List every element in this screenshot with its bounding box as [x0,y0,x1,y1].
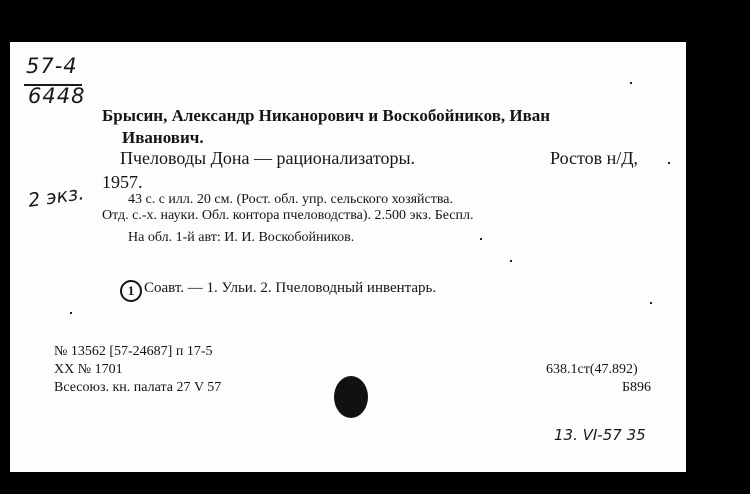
speck [668,162,670,164]
speck [510,260,512,262]
speck [650,302,652,304]
catalog-card [10,42,686,472]
author-heading: Брысин, Александр Никанорович и Воскобойников, Иван [102,106,551,125]
cover-note: На обл. 1-й авт: И. И. Воскобойников. [128,230,355,245]
book-title: Пчеловоды Дона — рационализаторы. [120,148,416,168]
handwritten-date-note: 13. VI-57 35 [554,426,646,444]
call-number-bottom: 6448 [28,84,86,108]
tracing-marker: 1 [120,280,142,302]
classification-number: 638.1ст(47.892) [546,362,638,377]
handwritten-copies-note: 2 экз. [26,182,86,212]
book-chamber-line: Всесоюз. кн. палата 27 V 57 [54,380,222,395]
registration-number: № 13562 [57-24687] п 17-5 [54,344,213,359]
series-number: XX № 1701 [54,362,123,377]
publication-year: 1957. [102,172,143,192]
punch-hole [334,376,368,418]
author-code: Б896 [622,380,652,395]
speck [630,82,632,84]
collation-line: 43 с. с илл. 20 см. (Рост. обл. упр. сельского хозяйства. [128,192,454,207]
author-heading-continued: Иванович. [122,128,204,147]
subject-tracings: Соавт. — 1. Ульи. 2. Пчеловодный инвентарь. [144,280,437,296]
publication-place: Ростов н/Д, [550,148,639,168]
speck [480,238,482,240]
series-line: Отд. с.-х. науки. Обл. контора пчеловодства). 2.500 экз. Беспл. [102,208,474,223]
call-number-top: 57-4 [26,54,78,78]
speck [70,312,72,314]
